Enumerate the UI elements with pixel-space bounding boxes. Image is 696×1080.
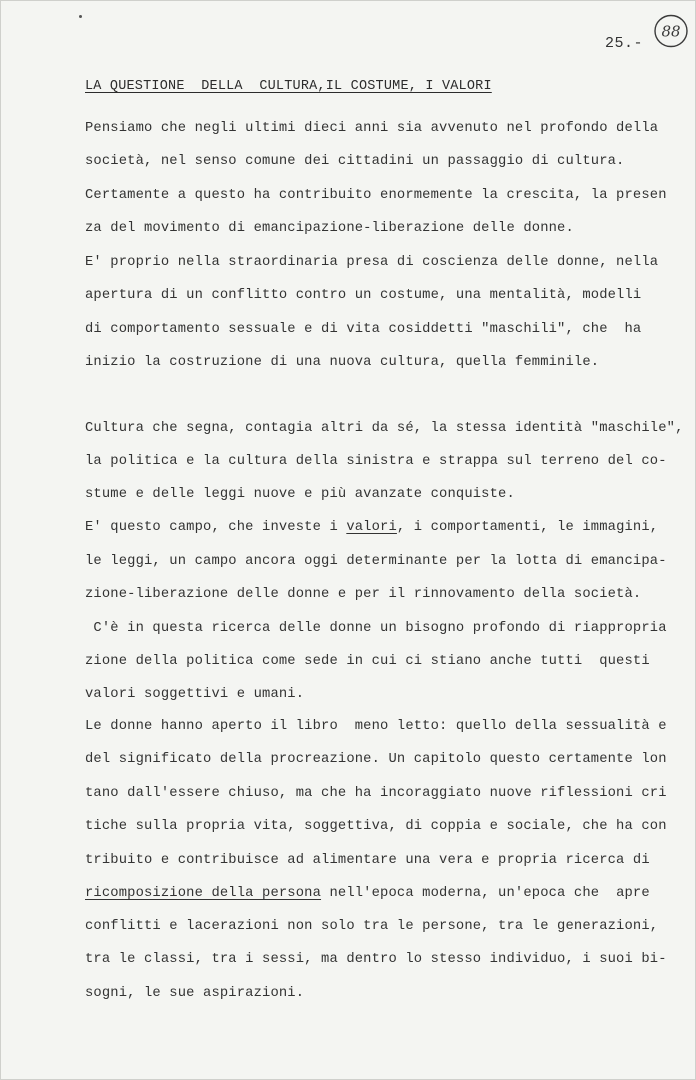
underlined-phrase-ricomposizione: ricomposizione della persona [85,886,322,901]
text-line: Pensiamo che negli ultimi dieci anni sia avvenuto nel profondo della [85,121,659,136]
text-line: società, nel senso comune dei cittadini un passaggio di cultura. [85,154,625,169]
text-line: zione-liberazione delle donne e per il rinnovamento della società. [85,587,642,602]
text-line-ricomposizione [85,886,650,901]
text-line: la politica e la cultura della sinistra e strappa sul terreno del co- [85,454,667,469]
text-line: di comportamento sessuale e di vita cosiddetti "maschili", che ha [85,322,642,337]
text-line: C'è in questa ricerca delle donne un bisogno profondo di riappropria [85,621,667,636]
text-line: Certamente a questo ha contribuito enormemente la crescita, la presen [85,188,667,203]
text-line: valori soggettivi e umani. [85,687,305,702]
ink-speck [79,15,82,18]
underlined-word-valori: valori [346,520,397,535]
text-line: tra le classi, tra i sessi, ma dentro lo stesso individuo, i suoi bi- [85,952,667,967]
text-segment: , i comportamenti, le immagini, [396,520,659,535]
text-segment: E' questo campo, che investe i [85,520,347,535]
text-line: le leggi, un campo ancora oggi determinante per la lotta di emancipa- [85,554,667,569]
text-line-valori [85,520,658,535]
text-line: tiche sulla propria vita, soggettiva, di coppia e sociale, che ha con [85,819,667,834]
folio-stamp-number: 88 [661,22,681,41]
text-line: inizio la costruzione di una nuova cultura, quella femminile. [85,355,600,370]
section-heading: LA QUESTIONE DELLA CULTURA,IL COSTUME, I VALORI [85,79,492,94]
text-line: apertura di un conflitto contro un costume, una mentalità, modelli [85,288,642,303]
text-line: stume e delle leggi nuove e più avanzate conquiste. [85,487,515,502]
text-line: E' proprio nella straordinaria presa di coscienza delle donne, nella [85,255,659,270]
text-line: za del movimento di emancipazione-liberazione delle donne. [85,221,574,236]
text-line: tribuito e contribuisce ad alimentare una vera e propria ricerca di [85,853,650,868]
text-line: Cultura che segna, contagia altri da sé, la stessa identità "maschile", [85,421,684,436]
text-segment: nell'epoca moderna, un'epoca che apre [321,886,650,901]
text-line: del significato della procreazione. Un capitolo questo certamente lon [85,752,667,767]
text-line: tano dall'essere chiuso, ma che ha incoraggiato nuove riflessioni cri [85,786,667,801]
text-line: Le donne hanno aperto il libro meno letto: quello della sessualità e [85,719,667,734]
page-number: 25.- [605,35,644,52]
text-line: zione della politica come sede in cui ci stiano anche tutti questi [85,654,650,669]
text-line: conflitti e lacerazioni non solo tra le persone, tra le generazioni, [85,919,659,934]
folio-stamp [653,13,689,49]
text-line: sogni, le sue aspirazioni. [85,986,305,1001]
